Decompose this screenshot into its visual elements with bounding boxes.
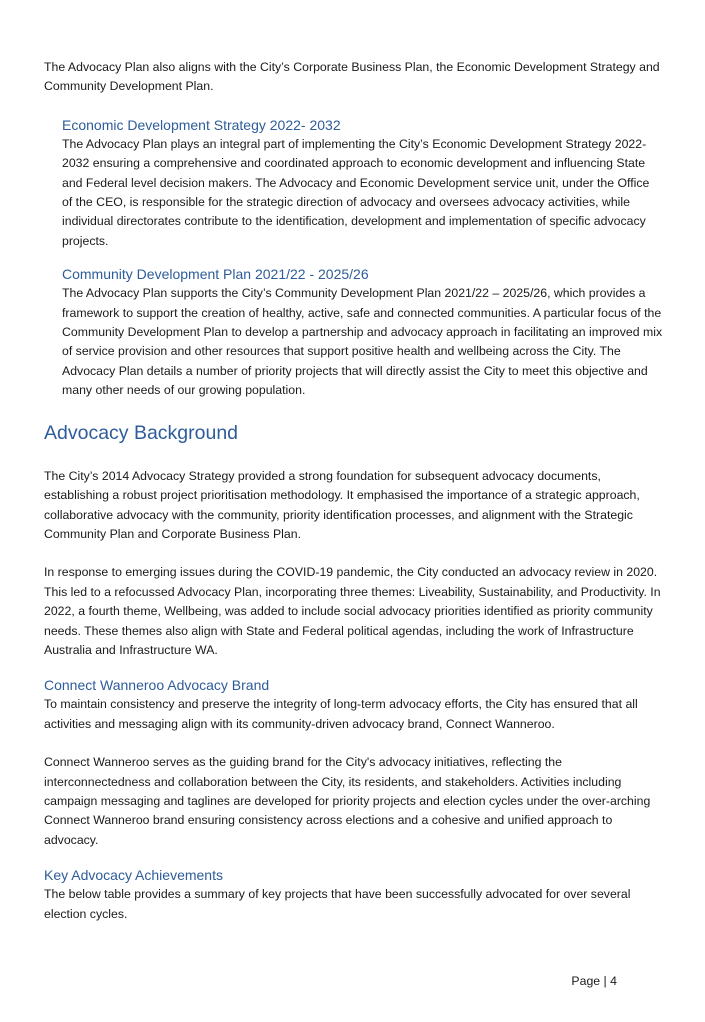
advocacy-background-heading: Advocacy Background (44, 421, 239, 444)
brand-paragraph-1: To maintain consistency and preserve the integrity of long-term advocacy efforts, the City has ensured that all activities and messaging align with its community-driven advocacy brand, Connect Wanneroo. (44, 697, 638, 731)
background-paragraph-2: In response to emerging issues during the COVID-19 pandemic, the City conducted an advocacy review in 2020. This led to a refocussed Advocacy Plan, incorporating three themes: Liveability, Sustainability, and Productivity. In 2022, a fourth theme, Wellbeing, was added to include social advocacy priorities identified as priority community needs. These themes also align with State and Federal political agendas, including the work of Infrastructure Australia and Infrastructure WA. (44, 565, 661, 657)
achievements-heading: Key Advocacy Achievements (44, 867, 223, 884)
cdp-heading: Community Development Plan 2021/22 - 2025/26 (62, 266, 369, 283)
cdp-section (62, 265, 663, 400)
page-number: Page | 4 (571, 974, 617, 988)
achievements-paragraph: The below table provides a summary of key projects that have been successfully advocated for over several election cycles. (44, 887, 631, 921)
eds-heading: Economic Development Strategy 2022- 2032 (62, 116, 341, 133)
background-paragraph-1: The City’s 2014 Advocacy Strategy provided a strong foundation for subsequent advocacy documents, establishing a robust project prioritisation methodology. It emphasised the importance of a strategic approach, collaborative advocacy with the community, priority identification processes, and alignment with the Strategic Community Plan and Corporate Business Plan. (44, 468, 640, 541)
intro-paragraph: The Advocacy Plan also aligns with the City’s Corporate Business Plan, the Economic Development Strategy and Community Development Plan. (44, 60, 660, 94)
brand-heading: Connect Wanneroo Advocacy Brand (44, 677, 270, 694)
brand-paragraph-2: Connect Wanneroo serves as the guiding brand for the City's advocacy initiatives, reflecting the interconnectedness and collaboration between the City, its residents, and stakeholders. Activities including campaign messaging and taglines are developed for priority projects and election cycles under the over-arching Connect Wanneroo brand ensuring consistency across elections and a cohesive and unified approach to advocacy. (44, 755, 651, 847)
eds-body: The Advocacy Plan plays an integral part of implementing the City’s Economic Development Strategy 2022-2032 ensuring a comprehensive and coordinated approach to economic development and influencing State and Federal level decision makers. The Advocacy and Economic Development service unit, under the Office of the CEO, is responsible for the strategic direction of advocacy and oversees advocacy activities, while individual directorates contribute to the identification, development and implementation of specific advocacy projects. (62, 136, 650, 248)
cdp-body: The Advocacy Plan supports the City’s Community Development Plan 2021/22 – 2025/26, which provides a framework to support the creation of healthy, active, safe and connected communities. A particular focus of the Community Development Plan to develop a partnership and advocacy approach in facilitating an improved mix of service provision and other resources that support positive health and wellbeing across the City. The Advocacy Plan details a number of priority projects that will directly assist the City to meet this objective and many other needs of our growing population. (62, 286, 663, 398)
eds-section (62, 116, 663, 251)
